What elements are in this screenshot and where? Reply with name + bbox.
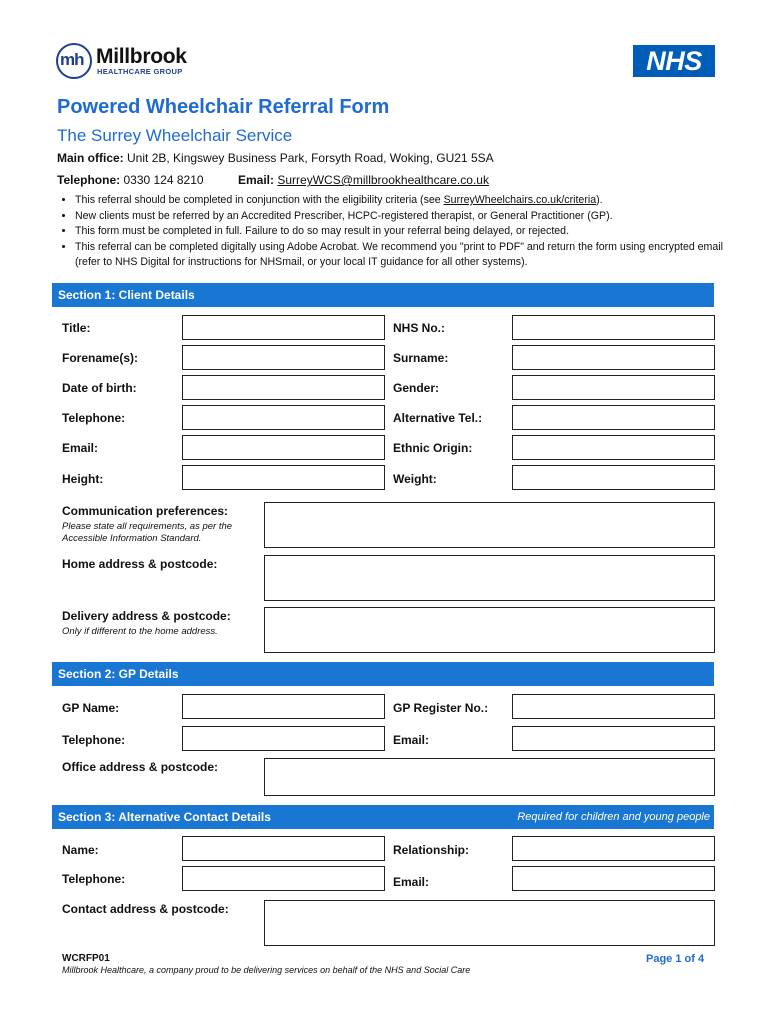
- title-input[interactable]: [182, 315, 385, 340]
- comm-pref-input[interactable]: [264, 502, 715, 548]
- gp-office-input[interactable]: [264, 758, 715, 796]
- logo-subtitle: HEALTHCARE GROUP: [97, 67, 183, 76]
- height-input[interactable]: [182, 465, 385, 490]
- alt-tel-label: Alternative Tel.:: [393, 411, 483, 425]
- list-item: • This referral should be completed in conjunction with the eligibility criteria (see SurreyWheelchairs.co.uk/criteria).: [75, 193, 745, 209]
- section-3-title: Section 3: Alternative Contact Details: [58, 810, 271, 824]
- email-label: Email:: [238, 173, 275, 187]
- client-telephone-label: Telephone:: [62, 411, 126, 425]
- list-item: • This form must be completed in full. Failure to do so may result in your referral being delayed, or rejected.: [75, 224, 745, 240]
- ethnic-origin-label: Ethnic Origin:: [393, 441, 473, 455]
- alt-name-input[interactable]: [182, 836, 385, 861]
- delivery-address-label: Delivery address & postcode:: [62, 609, 231, 623]
- height-label: Height:: [62, 472, 104, 486]
- alt-email-label: Email:: [393, 875, 430, 889]
- relationship-input[interactable]: [512, 836, 715, 861]
- comm-pref-label: Communication preferences:: [62, 504, 229, 518]
- gender-label: Gender:: [393, 381, 440, 395]
- telephone-label: Telephone:: [57, 173, 121, 187]
- nhs-logo: NHS: [633, 45, 715, 77]
- delivery-address-input[interactable]: [264, 607, 715, 653]
- nhs-no-label: NHS No.:: [393, 321, 445, 335]
- gp-office-label: Office address & postcode:: [62, 760, 219, 774]
- gp-email-label: Email:: [393, 733, 430, 747]
- home-address-input[interactable]: [264, 555, 715, 601]
- client-email-label: Email:: [62, 441, 99, 455]
- client-telephone-input[interactable]: [182, 405, 385, 430]
- form-code: WCRFP01: [62, 953, 110, 964]
- surname-label: Surname:: [393, 351, 449, 365]
- contact-address-input[interactable]: [264, 900, 715, 946]
- gp-register-input[interactable]: [512, 694, 715, 719]
- section-2-header: Section 2: GP Details: [52, 662, 714, 686]
- page-title: Powered Wheelchair Referral Form: [57, 96, 390, 118]
- main-office-line: [57, 151, 494, 165]
- gp-email-input[interactable]: [512, 726, 715, 751]
- delivery-address-hint: Only if different to the home address.: [62, 626, 218, 637]
- title-label: Title:: [62, 321, 91, 335]
- email-line: [238, 173, 489, 187]
- forenames-input[interactable]: [182, 345, 385, 370]
- nhs-no-input[interactable]: [512, 315, 715, 340]
- criteria-link[interactable]: SurreyWheelchairs.co.uk/criteria: [443, 194, 597, 206]
- alt-telephone-label: Telephone:: [62, 872, 126, 886]
- client-email-input[interactable]: [182, 435, 385, 460]
- gp-name-label: GP Name:: [62, 701, 120, 715]
- gender-input[interactable]: [512, 375, 715, 400]
- forenames-label: Forename(s):: [62, 351, 139, 365]
- instructions-list: [57, 193, 745, 271]
- gp-telephone-label: Telephone:: [62, 733, 126, 747]
- section-3-note: Required for children and young people: [517, 811, 710, 823]
- main-office-label: Main office:: [57, 151, 124, 165]
- weight-input[interactable]: [512, 465, 715, 490]
- gp-name-input[interactable]: [182, 694, 385, 719]
- dob-label: Date of birth:: [62, 381, 137, 395]
- home-address-label: Home address & postcode:: [62, 557, 218, 571]
- alt-tel-input[interactable]: [512, 405, 715, 430]
- logo-name: Millbrook: [96, 45, 187, 68]
- section-1-header: Section 1: Client Details: [52, 283, 714, 307]
- comm-pref-hint: Please state all requirements, as per the Accessible Information Standard.: [62, 521, 233, 544]
- page-subtitle: The Surrey Wheelchair Service: [57, 126, 293, 145]
- list-item: • This referral can be completed digitally using Adobe Acrobat. We recommend you "print to PDF" and return the form using encrypted email (refer to NHS Digital for instructions for NHSmail, or your local IT guidance for all other systems).: [75, 240, 745, 271]
- alt-name-label: Name:: [62, 843, 99, 857]
- gp-register-label: GP Register No.:: [393, 701, 489, 715]
- weight-label: Weight:: [393, 472, 437, 486]
- relationship-label: Relationship:: [393, 843, 470, 857]
- ethnic-origin-input[interactable]: [512, 435, 715, 460]
- page-number: Page 1 of 4: [646, 953, 705, 965]
- surname-input[interactable]: [512, 345, 715, 370]
- list-item: • New clients must be referred by an Accredited Prescriber, HCPC-registered therapist, or General Practitioner (GP).: [75, 209, 745, 225]
- section-3-header: [52, 805, 714, 829]
- main-office-address: Unit 2B, Kingswey Business Park, Forsyth Road, Woking, GU21 5SA: [127, 151, 494, 165]
- telephone-number: 0330 124 8210: [123, 173, 204, 187]
- dob-input[interactable]: [182, 375, 385, 400]
- email-link[interactable]: SurreyWCS@millbrookhealthcare.co.uk: [277, 173, 489, 187]
- telephone-line: [57, 173, 204, 187]
- contact-address-label: Contact address & postcode:: [62, 902, 229, 916]
- alt-telephone-input[interactable]: [182, 866, 385, 891]
- gp-telephone-input[interactable]: [182, 726, 385, 751]
- millbrook-logo-icon: mh: [56, 43, 92, 79]
- alt-email-input[interactable]: [512, 866, 715, 891]
- footer-tagline: Millbrook Healthcare, a company proud to be delivering services on behalf of the NHS and Social Care: [62, 965, 471, 975]
